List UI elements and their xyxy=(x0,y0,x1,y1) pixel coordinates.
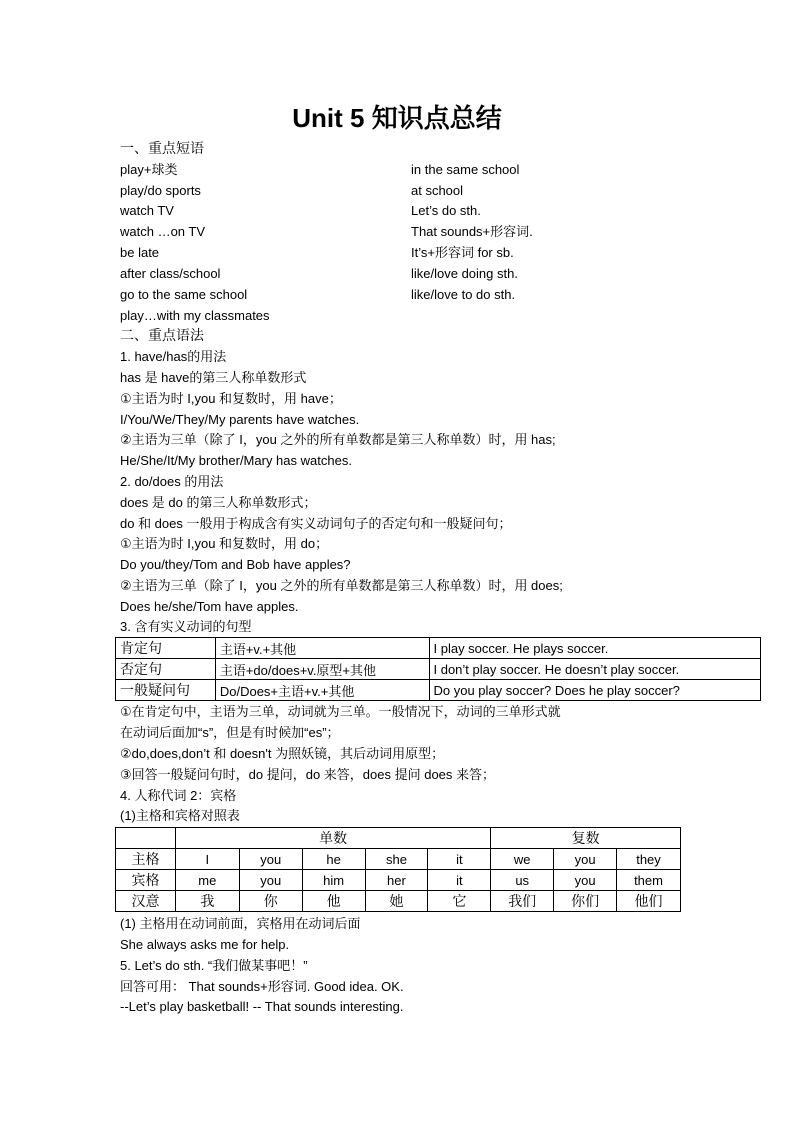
phrase-item: watch TV xyxy=(120,203,174,218)
table-cell: her xyxy=(365,870,428,891)
phrase-item: after class/school xyxy=(120,266,221,281)
grammar-line: ②主语为三单（除了 I，you 之外的所有单数都是第三人称单数）时，用 does; xyxy=(120,578,563,593)
table-header-row xyxy=(116,828,681,849)
table-row xyxy=(116,849,681,870)
phrase-item: go to the same school xyxy=(120,287,248,302)
table-cell: I play soccer. He plays soccer. xyxy=(429,638,761,659)
phrase-item: watch …on TV xyxy=(120,224,206,239)
table-cell: me xyxy=(175,870,239,891)
pronoun-table-subtitle: (1)主格和宾格对照表 xyxy=(120,808,240,823)
table-cell: 一般疑问句 xyxy=(116,680,216,701)
grammar-line: Do you/they/Tom and Bob have apples? xyxy=(120,557,351,572)
pronoun-table xyxy=(115,827,681,912)
table-cell: 她 xyxy=(365,891,428,912)
table-cell: you xyxy=(554,849,617,870)
grammar-line: does 是 do 的第三人称单数形式； xyxy=(120,495,317,510)
table-cell: 他 xyxy=(302,891,365,912)
table-cell: us xyxy=(491,870,554,891)
table-cell: 他们 xyxy=(617,891,681,912)
grammar-line: 回答可用： That sounds+形容词. Good idea. OK. xyxy=(120,979,404,994)
table-cell: 它 xyxy=(428,891,491,912)
table-cell: 你们 xyxy=(554,891,617,912)
grammar-4-title: 4. 人称代词 2：宾格 xyxy=(120,788,237,803)
table-cell: they xyxy=(617,849,681,870)
grammar-line: I/You/We/They/My parents have watches. xyxy=(120,412,360,427)
phrase-item: play…with my classmates xyxy=(120,308,270,323)
row-label: 宾格 xyxy=(116,870,176,891)
grammar-line: ②主语为三单（除了 I，you 之外的所有单数都是第三人称单数）时，用 has; xyxy=(120,432,556,447)
table-cell: 否定句 xyxy=(116,659,216,680)
table-cell: 我们 xyxy=(491,891,554,912)
grammar-note: (1) 主格用在动词前面，宾格用在动词后面 xyxy=(120,916,361,931)
grammar-5-title: 5. Let’s do sth. “我们做某事吧！” xyxy=(120,958,308,973)
grammar-line: has 是 have的第三人称单数形式 xyxy=(120,370,307,385)
phrase-item: That sounds+形容词. xyxy=(411,224,533,239)
table-cell: Do/Does+主语+v.+其他 xyxy=(215,680,429,701)
table-row xyxy=(116,870,681,891)
grammar-note: 在动词后面加“s”，但是有时候加“es”； xyxy=(120,725,340,740)
phrase-item: in the same school xyxy=(411,162,520,177)
table-cell: you xyxy=(239,870,302,891)
header-singular: 单数 xyxy=(175,828,490,849)
header-plural: 复数 xyxy=(491,828,681,849)
grammar-line: ①主语为时 I,you 和复数时，用 do； xyxy=(120,536,329,551)
table-row xyxy=(116,659,761,680)
table-cell: 主语+v.+其他 xyxy=(215,638,429,659)
table-cell xyxy=(116,828,176,849)
grammar-note: ③回答一般疑问句时，do 提问，do 来答，does 提问 does 来答； xyxy=(120,767,496,782)
sentence-pattern-table xyxy=(115,637,761,701)
table-cell: you xyxy=(554,870,617,891)
grammar-line: Does he/she/Tom have apples. xyxy=(120,599,299,614)
phrase-item: It’s+形容词 for sb. xyxy=(411,245,514,260)
table-cell: I xyxy=(175,849,239,870)
grammar-line: do 和 does 一般用于构成含有实义动词句子的否定句和一般疑问句； xyxy=(120,516,512,531)
table-cell: 你 xyxy=(239,891,302,912)
phrase-item: at school xyxy=(411,183,464,198)
grammar-2-title: 2. do/does 的用法 xyxy=(120,474,224,489)
table-row xyxy=(116,891,681,912)
table-cell: 肯定句 xyxy=(116,638,216,659)
row-label: 主格 xyxy=(116,849,176,870)
grammar-note: ②do,does,don’t 和 doesn't 为照妖镜，其后动词用原型； xyxy=(120,746,445,761)
example-sentence: She always asks me for help. xyxy=(120,937,290,952)
table-cell: you xyxy=(239,849,302,870)
grammar-1-title: 1. have/has的用法 xyxy=(120,349,227,364)
page-title: Unit 5 知识点总结 xyxy=(292,103,502,133)
table-cell: Do you play soccer? Does he play soccer? xyxy=(429,680,761,701)
table-cell: him xyxy=(302,870,365,891)
phrase-item: like/love doing sth. xyxy=(411,266,518,281)
grammar-line: He/She/It/My brother/Mary has watches. xyxy=(120,453,352,468)
phrase-item: play+球类 xyxy=(120,162,178,177)
table-cell: it xyxy=(428,870,491,891)
table-row xyxy=(116,680,761,701)
grammar-line: ①主语为时 I,you 和复数时，用 have； xyxy=(120,391,342,406)
table-cell: we xyxy=(491,849,554,870)
phrase-item: like/love to do sth. xyxy=(411,287,516,302)
table-row xyxy=(116,638,761,659)
example-dialog: --Let’s play basketball! -- That sounds interesting. xyxy=(120,999,404,1014)
grammar-note: ①在肯定句中，主语为三单，动词就为三单。一般情况下，动词的三单形式就 xyxy=(120,704,561,719)
table-cell: he xyxy=(302,849,365,870)
grammar-3-title: 3. 含有实义动词的句型 xyxy=(120,619,252,634)
table-cell: it xyxy=(428,849,491,870)
table-cell: them xyxy=(617,870,681,891)
phrase-item: play/do sports xyxy=(120,183,201,198)
table-cell: 我 xyxy=(175,891,239,912)
phrase-item: Let’s do sth. xyxy=(411,203,481,218)
phrase-item: be late xyxy=(120,245,160,260)
table-cell: 主语+do/does+v.原型+其他 xyxy=(215,659,429,680)
row-label: 汉意 xyxy=(116,891,176,912)
section-heading-grammar: 二、重点语法 xyxy=(120,328,204,344)
table-cell: she xyxy=(365,849,428,870)
table-cell: I don’t play soccer. He doesn’t play soccer. xyxy=(429,659,761,680)
section-heading-phrases: 一、重点短语 xyxy=(120,141,204,157)
